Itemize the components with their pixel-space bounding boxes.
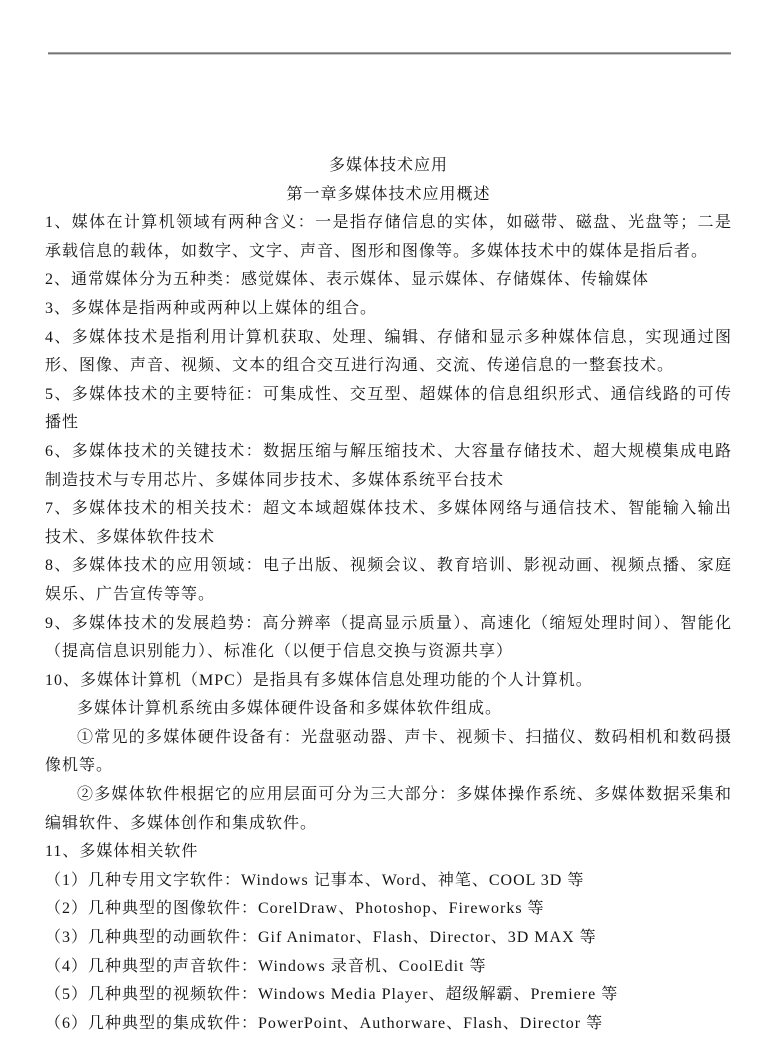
- paragraph: 5、多媒体技术的主要特征：可集成性、交互型、超媒体的信息组织形式、通信线路的可传播性: [45, 385, 732, 432]
- paragraph: （4）几种典型的声音软件：Windows 录音机、CoolEdit 等: [45, 957, 487, 975]
- paragraph: （2）几种典型的图像软件：CorelDraw、Photoshop、Fireworks 等: [45, 900, 545, 918]
- paragraph: 11、多媒体相关软件: [45, 843, 199, 861]
- paragraph: 6、多媒体技术的关键技术：数据压缩与解压缩技术、大容量存储技术、超大规模集成电路制造技术与专用芯片、多媒体同步技术、多媒体系统平台技术: [45, 442, 732, 489]
- paragraph: （1）几种专用文字软件：Windows 记事本、Word、神笔、COOL 3D 等: [45, 871, 585, 889]
- paragraph: 8、多媒体技术的应用领域：电子出版、视频会议、教育培训、影视动画、视频点播、家庭娱乐、广告宣传等等。: [45, 557, 732, 603]
- paragraph: ②多媒体软件根据它的应用层面可分为三大部分：多媒体操作系统、多媒体数据采集和编辑软件、多媒体创作和集成软件。: [45, 786, 732, 832]
- document-title: 多媒体技术应用: [328, 157, 448, 174]
- paragraph: 10、多媒体计算机（MPC）是指具有多媒体信息处理功能的个人计算机。: [45, 671, 593, 689]
- header-separator-line: [48, 52, 731, 55]
- paragraph: 1、媒体在计算机领域有两种含义：一是指存储信息的实体，如磁带、磁盘、光盘等；二是承载信息的载体，如数字、文字、声音、图形和图像等。多媒体技术中的媒体是指后者。: [45, 214, 732, 260]
- paragraph: 9、多媒体技术的发展趋势：高分辨率（提高显示质量）、高速化（缩短处理时间）、智能化（提高信息识别能力）、标准化（以便于信息交换与资源共享）: [45, 614, 732, 661]
- paragraph: 3、多媒体是指两种或两种以上媒体的组合。: [45, 299, 378, 317]
- paragraph: 4、多媒体技术是指利用计算机获取、处理、编辑、存储和显示多种媒体信息，实现通过图形、图像、声音、视频、文本的组合交互进行沟通、交流、传递信息的一整套技术。: [45, 328, 732, 375]
- paragraph: 2、通常媒体分为五种类：感觉媒体、表示媒体、显示媒体、存储媒体、传输媒体: [45, 271, 650, 289]
- paragraph: （5）几种典型的视频软件：Windows Media Player、超级解霸、Premiere 等: [45, 986, 619, 1004]
- paragraph: 多媒体计算机系统由多媒体硬件设备和多媒体软件组成。: [77, 700, 503, 718]
- paragraph: （6）几种典型的集成软件：PowerPoint、Authorware、Flash、Director 等: [45, 1014, 604, 1032]
- paragraph: （3）几种典型的动画软件：Gif Animator、Flash、Director、3D MAX 等: [45, 929, 597, 947]
- paragraph: ①常见的多媒体硬件设备有：光盘驱动器、声卡、视频卡、扫描仪、数码相机和数码摄像机等。: [45, 728, 732, 775]
- document-body: [45, 152, 732, 1038]
- paragraph: 7、多媒体技术的相关技术：超文本域超媒体技术、多媒体网络与通信技术、智能输入输出技术、多媒体软件技术: [45, 500, 732, 546]
- chapter-heading: 第一章多媒体技术应用概述: [286, 185, 491, 203]
